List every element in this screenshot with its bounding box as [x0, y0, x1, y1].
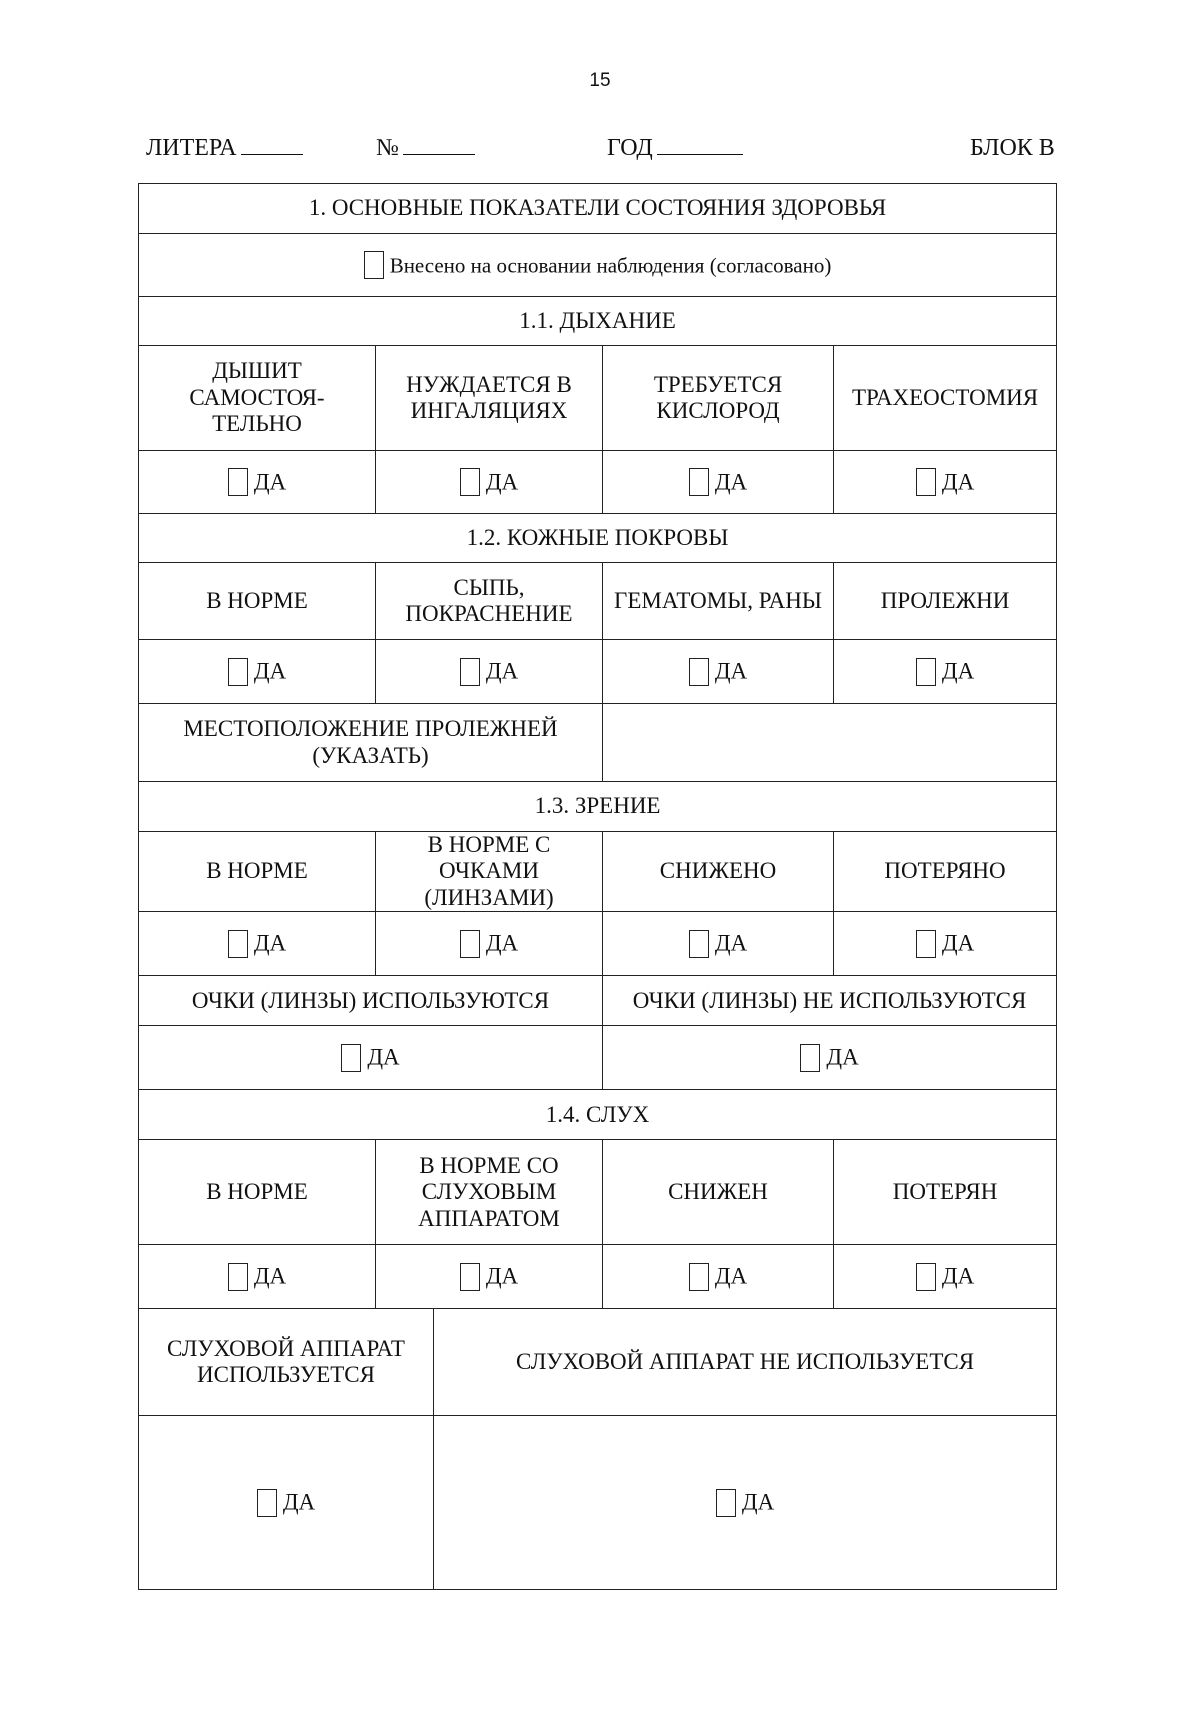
litera-label: ЛИТЕРА — [146, 135, 237, 161]
hearing-aid-used-label: СЛУХОВОЙ АППАРАТ ИСПОЛЬЗУЕТСЯ — [139, 1309, 434, 1416]
checkbox[interactable] — [916, 1263, 936, 1291]
hearing-col-normal: В НОРМЕ — [139, 1140, 376, 1245]
year-label: ГОД — [607, 135, 653, 161]
checkbox[interactable] — [460, 1263, 480, 1291]
vision-col-normal: В НОРМЕ — [139, 832, 376, 912]
yes-label: ДА — [826, 1044, 859, 1070]
breathing-yes-cell — [834, 451, 1057, 514]
yes-label: ДА — [941, 469, 975, 495]
skin-yes-cell — [139, 640, 376, 704]
checkbox[interactable] — [460, 930, 480, 958]
breathing-title: 1.1. ДЫХАНИЕ — [139, 297, 1057, 346]
section-title: 1. ОСНОВНЫЕ ПОКАЗАТЕЛИ СОСТОЯНИЯ ЗДОРОВЬЯ — [139, 184, 1057, 234]
year-blank[interactable] — [657, 153, 743, 155]
yes-label: ДА — [282, 1489, 316, 1515]
breathing-yes-cell — [603, 451, 834, 514]
skin-col-normal: В НОРМЕ — [139, 563, 376, 640]
yes-label: ДА — [485, 469, 519, 495]
yes-label: ДА — [485, 1263, 519, 1289]
checkbox[interactable] — [689, 1263, 709, 1291]
checkbox[interactable] — [916, 930, 936, 958]
hearing-aid-not-used-yes-cell — [434, 1416, 1057, 1590]
skin-yes-cell — [834, 640, 1057, 704]
yes-label: ДА — [714, 930, 748, 956]
skin-col-bedsores: ПРОЛЕЖНИ — [834, 563, 1057, 640]
hearing-col-aid: В НОРМЕ СО СЛУХОВЫМ АППАРАТОМ — [376, 1140, 603, 1245]
yes-label: ДА — [485, 658, 519, 684]
skin-title: 1.2. КОЖНЫЕ ПОКРОВЫ — [139, 514, 1057, 563]
checkbox[interactable] — [716, 1489, 736, 1517]
hearing-title: 1.4. СЛУХ — [139, 1090, 1057, 1140]
checkbox[interactable] — [341, 1044, 361, 1072]
hearing-col-reduced: СНИЖЕН — [603, 1140, 834, 1245]
number-blank[interactable] — [403, 153, 475, 155]
checkbox[interactable] — [228, 468, 248, 496]
observation-checkbox[interactable] — [364, 251, 384, 279]
breathing-col-inhalation: НУЖДАЕТСЯ В ИНГАЛЯЦИЯХ — [376, 346, 603, 451]
vision-col-lost: ПОТЕРЯНО — [834, 832, 1057, 912]
yes-label: ДА — [253, 658, 287, 684]
yes-label: ДА — [253, 1263, 287, 1289]
yes-label: ДА — [714, 658, 748, 684]
checkbox[interactable] — [800, 1044, 820, 1072]
hearing-yes-cell — [834, 1245, 1057, 1309]
breathing-yes-cell — [376, 451, 603, 514]
breathing-col-oxygen: ТРЕБУЕТСЯ КИСЛОРОД — [603, 346, 834, 451]
hearing-yes-cell — [139, 1245, 376, 1309]
checkbox[interactable] — [689, 658, 709, 686]
breathing-yes-cell — [139, 451, 376, 514]
yes-label: ДА — [253, 930, 287, 956]
checkbox[interactable] — [257, 1489, 277, 1517]
breathing-col-independent: ДЫШИТ САМОСТОЯ-ТЕЛЬНО — [139, 346, 376, 451]
glasses-used-yes-cell — [139, 1026, 603, 1090]
yes-label: ДА — [941, 658, 975, 684]
skin-yes-cell — [603, 640, 834, 704]
checkbox[interactable] — [460, 658, 480, 686]
hearing-col-lost: ПОТЕРЯН — [834, 1140, 1057, 1245]
observation-row — [139, 234, 1057, 297]
year-field — [607, 135, 743, 162]
skin-col-hematoma: ГЕМАТОМЫ, РАНЫ — [603, 563, 834, 640]
vision-col-glasses: В НОРМЕ С ОЧКАМИ (ЛИНЗАМИ) — [376, 832, 603, 912]
checkbox[interactable] — [460, 468, 480, 496]
hearing-yes-cell — [603, 1245, 834, 1309]
bedsore-location-label: МЕСТОПОЛОЖЕНИЕ ПРОЛЕЖНЕЙ (УКАЗАТЬ) — [139, 704, 603, 782]
hearing-yes-cell — [376, 1245, 603, 1309]
yes-label: ДА — [714, 469, 748, 495]
vision-yes-cell — [603, 912, 834, 976]
yes-label: ДА — [367, 1044, 400, 1070]
page-number: 15 — [589, 70, 611, 91]
vision-yes-cell — [834, 912, 1057, 976]
checkbox[interactable] — [228, 658, 248, 686]
vision-yes-cell — [139, 912, 376, 976]
checkbox[interactable] — [228, 1263, 248, 1291]
glasses-not-used-label: ОЧКИ (ЛИНЗЫ) НЕ ИСПОЛЬЗУЮТСЯ — [603, 976, 1057, 1026]
checkbox[interactable] — [916, 658, 936, 686]
checkbox[interactable] — [689, 930, 709, 958]
hearing-aid-used-yes-cell — [139, 1416, 434, 1590]
skin-col-rash: СЫПЬ, ПОКРАСНЕНИЕ — [376, 563, 603, 640]
vision-yes-cell — [376, 912, 603, 976]
litera-field — [146, 135, 303, 162]
health-indicators-form — [138, 183, 1057, 1590]
checkbox[interactable] — [228, 930, 248, 958]
skin-yes-cell — [376, 640, 603, 704]
observation-note: Внесено на основании наблюдения (согласовано) — [389, 253, 832, 278]
yes-label: ДА — [253, 469, 287, 495]
number-label: № — [376, 135, 399, 161]
breathing-col-tracheostomy: ТРАХЕОСТОМИЯ — [834, 346, 1057, 451]
checkbox[interactable] — [916, 468, 936, 496]
yes-label: ДА — [941, 1263, 975, 1289]
yes-label: ДА — [741, 1489, 775, 1515]
litera-blank[interactable] — [241, 153, 303, 155]
checkbox[interactable] — [689, 468, 709, 496]
bedsore-location-input[interactable] — [603, 704, 1057, 782]
glasses-used-label: ОЧКИ (ЛИНЗЫ) ИСПОЛЬЗУЮТСЯ — [139, 976, 603, 1026]
glasses-not-used-yes-cell — [603, 1026, 1057, 1090]
yes-label: ДА — [714, 1263, 748, 1289]
yes-label: ДА — [485, 930, 519, 956]
vision-col-reduced: СНИЖЕНО — [603, 832, 834, 912]
number-field — [376, 135, 475, 162]
vision-title: 1.3. ЗРЕНИЕ — [139, 782, 1057, 832]
hearing-aid-not-used-label: СЛУХОВОЙ АППАРАТ НЕ ИСПОЛЬЗУЕТСЯ — [434, 1309, 1057, 1416]
yes-label: ДА — [941, 930, 975, 956]
block-label: БЛОК В — [970, 135, 1055, 161]
